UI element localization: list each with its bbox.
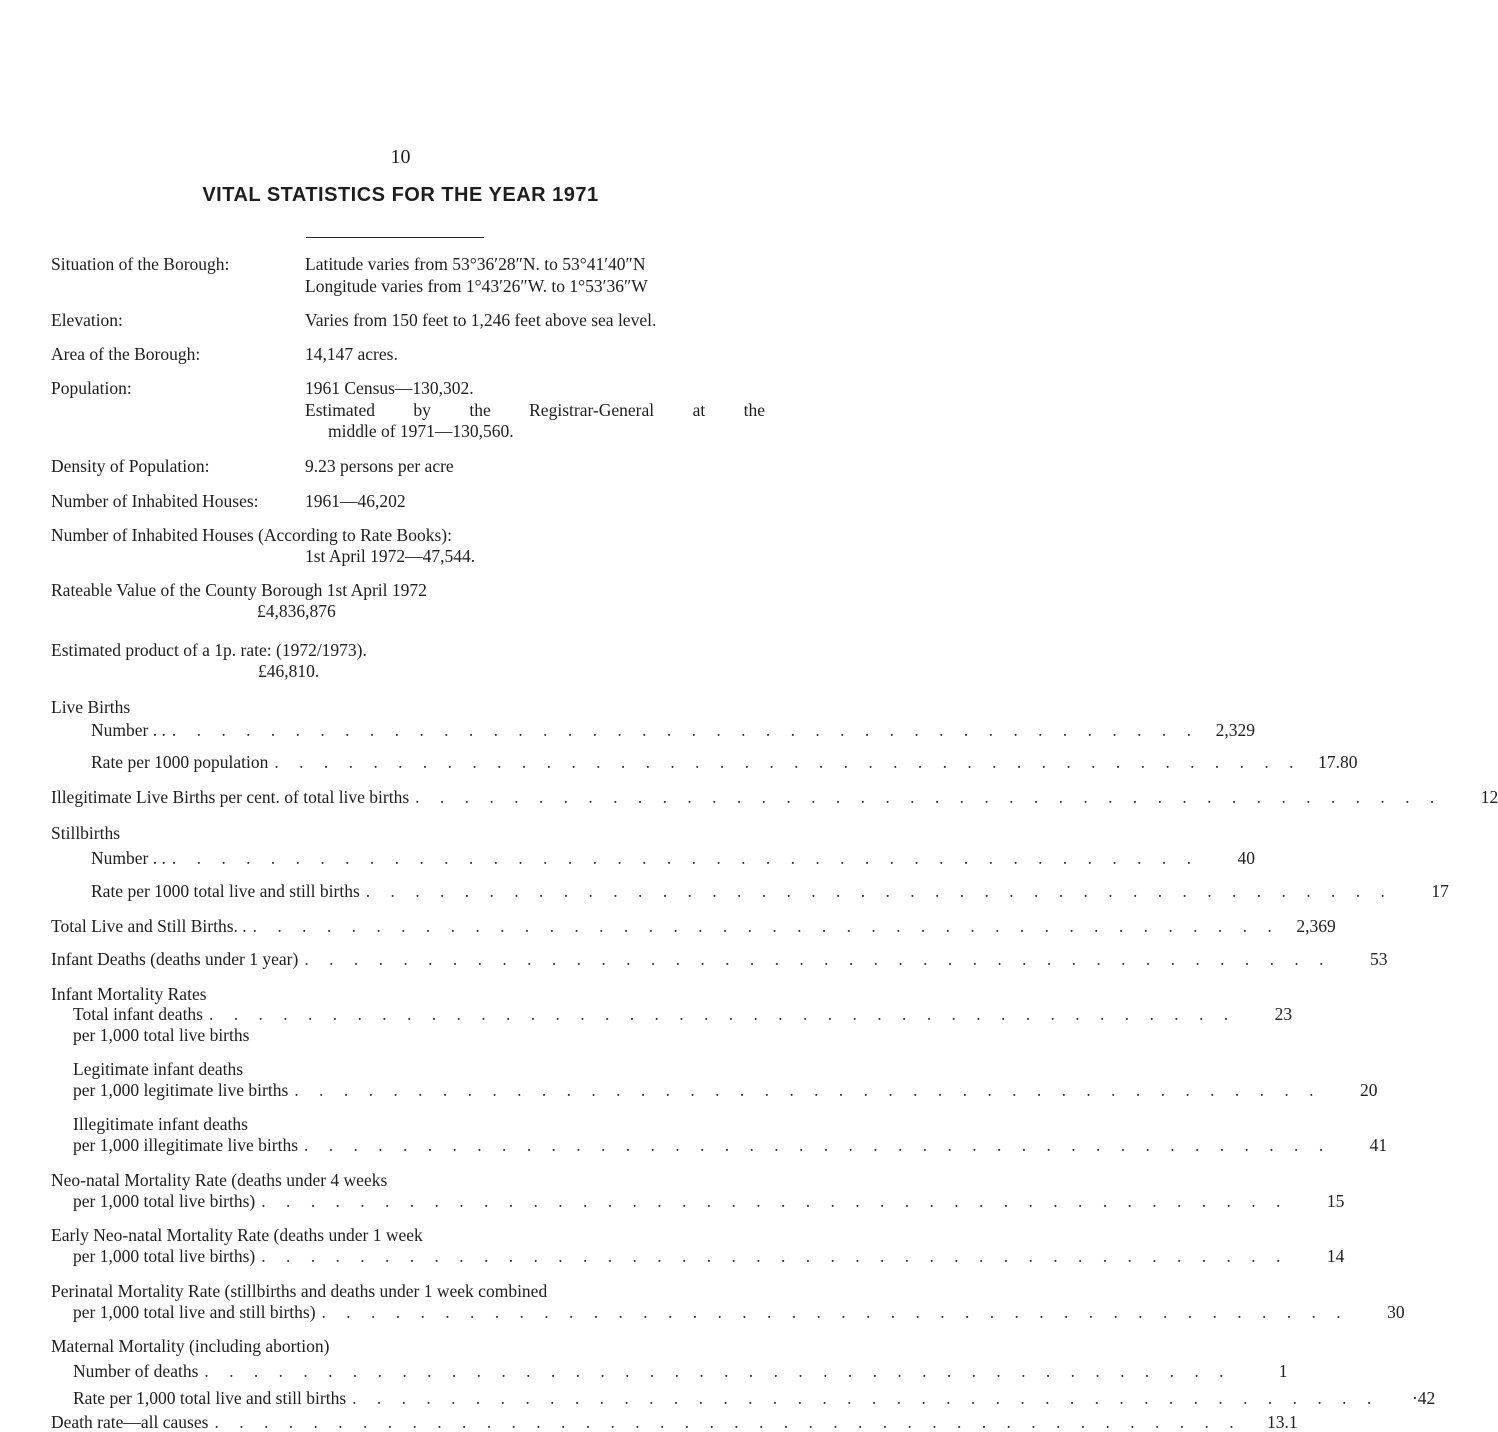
stillbirths-number-label: Number . . xyxy=(91,848,166,868)
leader-dots: . . . . . . . . . . . . . . . . . . . . . . . . . . . . . . . . . . . . . . . . . . xyxy=(171,848,1199,868)
death-rate-row xyxy=(51,1412,1298,1432)
perinatal-line2: per 1,000 total live and still births) xyxy=(73,1302,316,1322)
imr-illegit-row xyxy=(73,1135,1388,1155)
perinatal-line1: Perinatal Mortality Rate (stillbirths and deaths under 1 week combined xyxy=(51,1281,548,1301)
leader-dots: . . . . . . . . . . . . . . . . . . . . . . . . . . . . . . . . . . . . . . . . . . xyxy=(171,720,1199,740)
maternal-rate-label: Rate per 1,000 total live and still births xyxy=(73,1388,347,1408)
population-estimate-line2: middle of 1971—130,560. xyxy=(328,421,514,441)
stillbirths-rate: 17 xyxy=(1431,881,1449,901)
leader-dots: . . . . . . . . . . . . . . . . . . . . . . . . . . . . . . . . . . . . . . . . . . xyxy=(304,1135,1332,1155)
houses-rate-books-line1: Number of Inhabited Houses (According to Rate Books): xyxy=(51,525,452,545)
leader-dots: . . . . . . . . . . . . . . . . . . . . . . . . . . . . . . . . . . . . . . . . . . xyxy=(261,1246,1289,1266)
area-value: 14,147 acres. xyxy=(305,344,398,364)
neonatal-line2: per 1,000 total live births) xyxy=(73,1191,256,1211)
product-line1: Estimated product of a 1p. rate: (1972/1973). xyxy=(51,640,367,660)
imr-total: 23 xyxy=(1274,1004,1293,1024)
live-births-number-label: Number . . xyxy=(91,720,166,740)
situation-longitude: Longitude varies from 1°43′26″W. to 1°53′36″W xyxy=(305,276,648,296)
leader-dots: . . . . . . . . . . . . . . . . . . . . . . . . . . . . . . . . . . . . . . . . . . xyxy=(415,787,1443,807)
imr-legit-line1: Legitimate infant deaths xyxy=(73,1059,244,1079)
houses-label: Number of Inhabited Houses: xyxy=(51,491,259,511)
maternal-number-row xyxy=(73,1361,1288,1381)
early-neonatal-line2: per 1,000 total live births) xyxy=(73,1246,256,1266)
imr-heading: Infant Mortality Rates xyxy=(51,984,207,1004)
stillbirths-heading: Stillbirths xyxy=(51,823,121,843)
leader-dots: . . . . . . . . . . . . . . . . . . . . . . . . . . . . . . . . . . . . . . . . . . xyxy=(321,1302,1349,1322)
leader-dots: . . . . . . . . . . . . . . . . . . . . . . . . . . . . . . . . . . . . . . . . . . xyxy=(365,881,1393,901)
illegitimate-row xyxy=(51,787,1498,807)
leader-dots: . . . . . . . . . . . . . . . . . . . . . . . . . . . . . . . . . . . . . . . . . . xyxy=(204,1361,1232,1381)
imr-illegit: 41 xyxy=(1369,1135,1388,1155)
imr-legit-line2: per 1,000 legitimate live births xyxy=(73,1080,289,1100)
maternal-rate: ·42 xyxy=(1411,1388,1436,1408)
title-underline xyxy=(306,237,484,238)
live-births-rate-label: Rate per 1000 population xyxy=(91,752,269,772)
stillbirths-rate-label: Rate per 1000 total live and still births xyxy=(91,881,360,901)
population-label: Population: xyxy=(51,378,132,398)
total-births-row xyxy=(51,916,1336,936)
early-neonatal-row xyxy=(73,1246,1345,1266)
population-census: 1961 Census—130,302. xyxy=(305,378,474,398)
live-births-heading: Live Births xyxy=(51,697,131,717)
stillbirths-rate-row xyxy=(91,881,1449,901)
imr-legit-row xyxy=(73,1080,1378,1100)
live-births-rate: 17.80 xyxy=(1318,752,1358,772)
early-neonatal-line1: Early Neo-natal Mortality Rate (deaths under 1 week xyxy=(51,1225,423,1245)
imr-legit: 20 xyxy=(1359,1080,1378,1100)
situation-latitude: Latitude varies from 53°36′28″N. to 53°41′40″N xyxy=(305,254,646,274)
leader-dots: . . . . . . . . . . . . . . . . . . . . . . . . . . . . . . . . . . . . . . . . . . xyxy=(252,916,1280,936)
leader-dots: . . . . . . . . . . . . . . . . . . . . . . . . . . . . . . . . . . . . . . . . . . xyxy=(209,1004,1237,1024)
imr-illegit-line2: per 1,000 illegitimate live births xyxy=(73,1135,299,1155)
illegitimate-value: 12 xyxy=(1480,787,1498,807)
imr-illegit-line1: Illegitimate infant deaths xyxy=(73,1114,248,1134)
leader-dots: . . . . . . . . . . . . . . . . . . . . . . . . . . . . . . . . . . . . . . . . . . xyxy=(261,1191,1289,1211)
houses-rate-books-line2: 1st April 1972—47,544. xyxy=(305,546,476,566)
houses-value: 1961—46,202 xyxy=(305,491,406,511)
leader-dots: . . . . . . . . . . . . . . . . . . . . . . . . . . . . . . . . . . . . . . . . . . xyxy=(352,1388,1380,1408)
infant-deaths-label: Infant Deaths (deaths under 1 year) xyxy=(51,949,299,969)
perinatal: 30 xyxy=(1387,1302,1405,1322)
total-births-label: Total Live and Still Births. . xyxy=(51,916,247,936)
maternal-number-label: Number of deaths xyxy=(73,1361,199,1381)
elevation-label: Elevation: xyxy=(51,310,123,330)
leader-dots: . . . . . . . . . . . . . . . . . . . . . . . . . . . . . . . . . . . . . . . . . . xyxy=(214,1412,1242,1432)
imr-total-line1: Total infant deaths xyxy=(73,1004,203,1024)
neonatal-row xyxy=(73,1191,1345,1211)
rateable-value-amount: £4,836,876 xyxy=(257,601,336,621)
stillbirths-number-row xyxy=(91,848,1255,868)
infant-deaths: 53 xyxy=(1369,949,1388,969)
maternal-rate-row xyxy=(73,1388,1436,1408)
death-rate: 13.1 xyxy=(1266,1412,1298,1432)
neonatal-line1: Neo-natal Mortality Rate (deaths under 4 weeks xyxy=(51,1170,388,1190)
elevation-value: Varies from 150 feet to 1,246 feet above sea level. xyxy=(305,310,657,330)
imr-total-line2: per 1,000 total live births xyxy=(73,1025,250,1045)
infant-deaths-row xyxy=(51,949,1388,969)
leader-dots: . . . . . . . . . . . . . . . . . . . . . . . . . . . . . . . . . . . . . . . . . . xyxy=(274,752,1302,772)
perinatal-row xyxy=(73,1302,1405,1322)
early-neonatal: 14 xyxy=(1326,1246,1345,1266)
leader-dots: . . . . . . . . . . . . . . . . . . . . . . . . . . . . . . . . . . . . . . . . . . xyxy=(304,949,1332,969)
density-value: 9.23 persons per acre xyxy=(305,456,454,476)
stillbirths-number: 40 xyxy=(1237,848,1255,868)
page-title: VITAL STATISTICS FOR THE YEAR 1971 xyxy=(202,184,599,206)
total-births: 2,369 xyxy=(1296,916,1336,936)
density-label: Density of Population: xyxy=(51,456,210,476)
imr-total-row xyxy=(73,1004,1293,1024)
illegitimate-label: Illegitimate Live Births per cent. of total live births xyxy=(51,787,410,807)
live-births-rate-row xyxy=(91,752,1358,772)
product-amount: £46,810. xyxy=(258,661,320,681)
area-label: Area of the Borough: xyxy=(51,344,201,364)
maternal-heading: Maternal Mortality (including abortion) xyxy=(51,1336,330,1356)
death-rate-label: Death rate—all causes xyxy=(51,1412,209,1432)
live-births-number: 2,329 xyxy=(1215,720,1255,740)
rateable-value-line1: Rateable Value of the County Borough 1st April 1972 xyxy=(51,580,427,600)
leader-dots: . . . . . . . . . . . . . . . . . . . . . . . . . . . . . . . . . . . . . . . . . . xyxy=(294,1080,1322,1100)
maternal-number: 1 xyxy=(1278,1361,1288,1381)
live-births-number-row xyxy=(91,720,1255,740)
situation-label: Situation of the Borough: xyxy=(51,254,230,274)
neonatal: 15 xyxy=(1326,1191,1345,1211)
population-estimate-line1: Estimated by the Registrar-General at the xyxy=(305,400,765,420)
page-number: 10 xyxy=(390,146,411,168)
